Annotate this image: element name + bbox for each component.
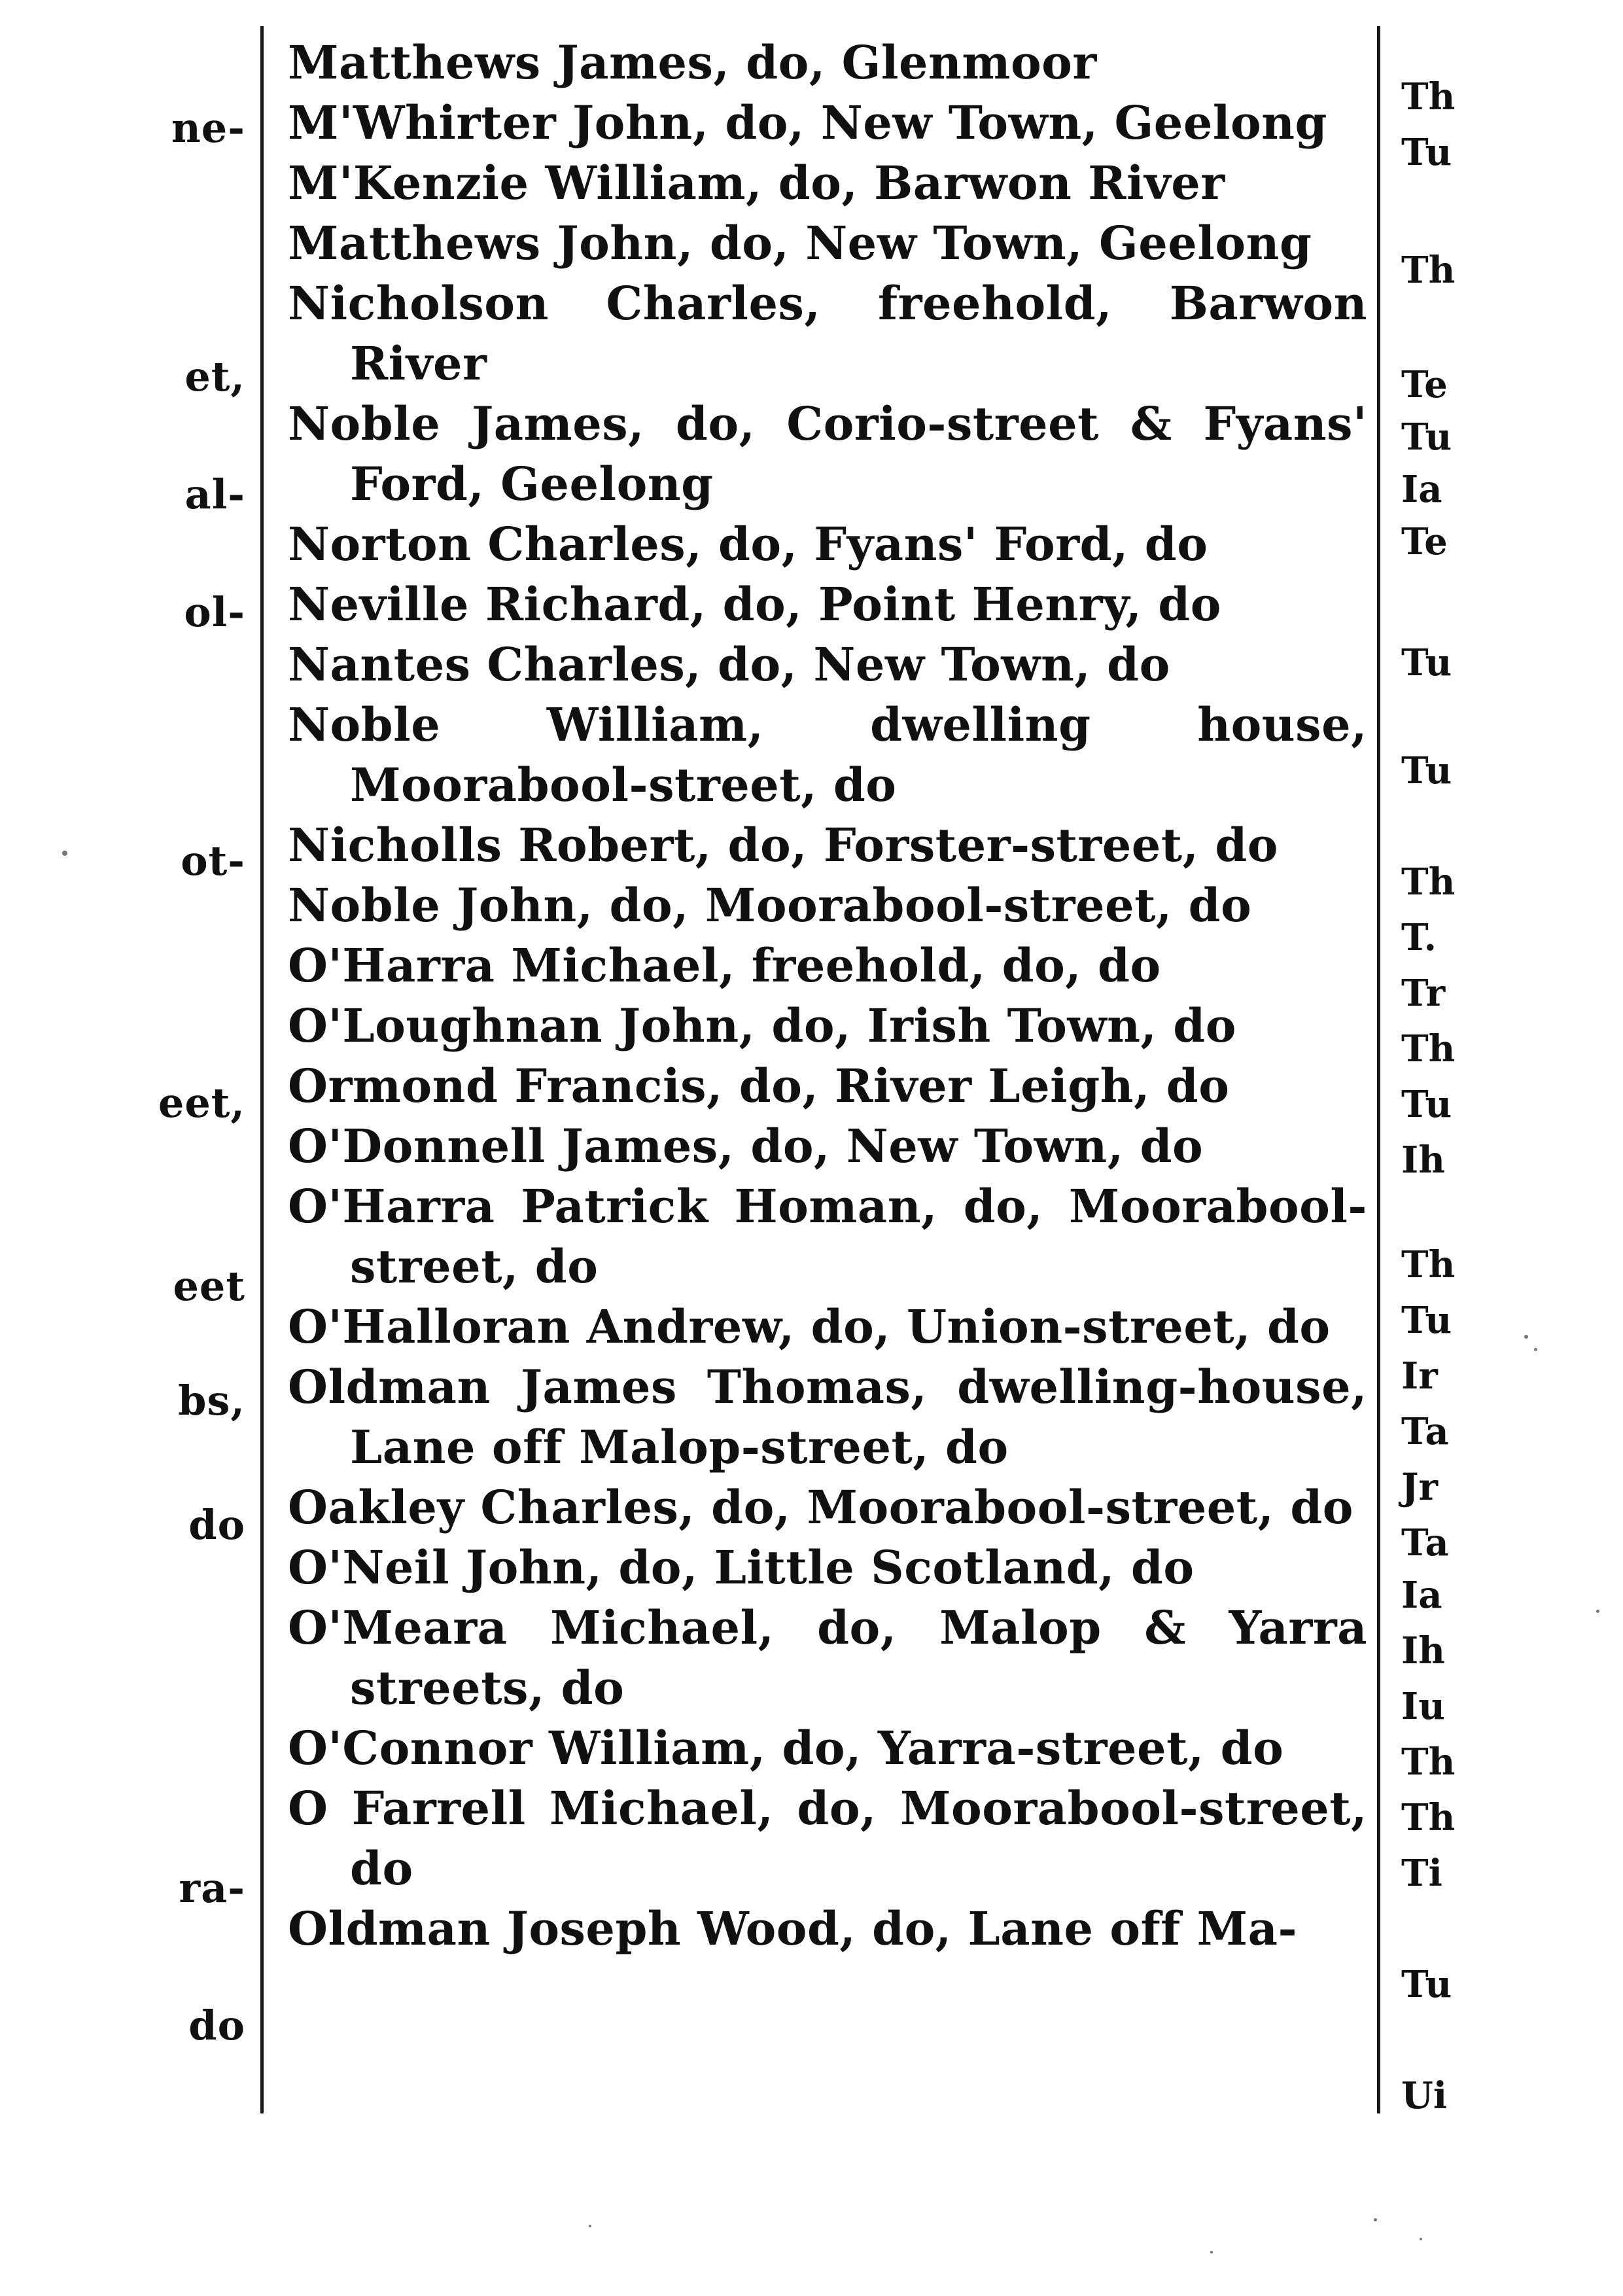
list-item: Noble James, do, Corio-street & Fyans' Ford, Geelong (288, 397, 1367, 511)
list-item: O'Meara Michael, do, Malop & Yarra streets, do (288, 1600, 1367, 1715)
left-column-rule (260, 26, 264, 2113)
right-fragment: Tu (1401, 641, 1452, 684)
left-fragment: et, (184, 353, 245, 400)
right-fragment: Ia (1401, 1574, 1442, 1617)
right-fragment: Th (1401, 1740, 1456, 1784)
list-item: O'Donnell James, do, New Town, do (288, 1119, 1204, 1173)
list-item: Nantes Charles, do, New Town, do (288, 637, 1170, 692)
left-fragment: ne- (171, 104, 245, 152)
list-item: M'Whirter John, do, New Town, Geelong (288, 96, 1327, 150)
right-fragment: Tu (1401, 1083, 1452, 1126)
list-item: O'Connor William, do, Yarra-street, do (288, 1721, 1284, 1775)
right-fragment: Tu (1401, 131, 1452, 174)
right-fragment: Th (1401, 860, 1456, 904)
left-column-fragments (0, 0, 258, 2159)
right-fragment: Ih (1401, 1139, 1445, 1182)
scan-speck (62, 851, 67, 856)
list-item: Ormond Francis, do, River Leigh, do (288, 1059, 1230, 1113)
right-fragment: Te (1401, 363, 1448, 406)
list-item: Matthews John, do, New Town, Geelong (288, 216, 1312, 270)
scan-speck (1596, 1610, 1599, 1613)
left-fragment: bs, (178, 1377, 245, 1424)
right-column-rule (1377, 26, 1380, 2113)
list-item: O'Harra Patrick Homan, do, Moorabool-street, do (288, 1179, 1367, 1294)
right-fragment: Ir (1401, 1354, 1438, 1398)
list-item: O'Harra Michael, freehold, do, do (288, 938, 1161, 993)
right-fragment: Th (1401, 249, 1456, 292)
right-fragment: Iu (1401, 1685, 1445, 1728)
left-fragment: eet (173, 1262, 245, 1310)
right-column-fragments (1393, 0, 1465, 2159)
right-fragment: Tu (1401, 415, 1452, 459)
list-item: Norton Charles, do, Fyans' Ford, do (288, 517, 1208, 571)
list-item: O'Loughnan John, do, Irish Town, do (288, 998, 1236, 1053)
right-fragment: Th (1401, 75, 1456, 118)
right-fragment: Th (1401, 1027, 1456, 1070)
right-fragment: Tu (1401, 749, 1452, 792)
scan-speck (1524, 1335, 1528, 1339)
left-fragment: do (188, 1501, 245, 1549)
right-fragment: Ih (1401, 1629, 1445, 1672)
right-fragment: T. (1401, 916, 1437, 959)
right-fragment: Ta (1401, 1410, 1449, 1453)
list-item: Noble John, do, Moorabool-street, do (288, 878, 1252, 932)
scan-speck (1210, 2251, 1213, 2253)
scan-speck (1420, 2238, 1422, 2240)
left-fragment: eet, (158, 1079, 245, 1127)
list-item: Noble William, dwelling house, Moorabool-street, do (288, 698, 1367, 812)
list-item: Oldman James Thomas, dwelling-house, Lane off Malop-street, do (288, 1360, 1367, 1474)
list-item: Oakley Charles, do, Moorabool-street, do (288, 1480, 1353, 1534)
right-fragment: Tr (1401, 972, 1446, 1015)
list-item: M'Kenzie William, do, Barwon River (288, 156, 1225, 210)
scan-speck (1534, 1348, 1537, 1351)
list-item: Nicholson Charles, freehold, Barwon River (288, 276, 1367, 391)
right-fragment: Tu (1401, 1299, 1452, 1342)
left-fragment: ol- (184, 588, 245, 636)
list-item: Oldman Joseph Wood, do, Lane off Ma- (288, 1901, 1298, 1956)
right-fragment: Th (1401, 1243, 1456, 1286)
right-fragment: Ui (1401, 2074, 1448, 2117)
right-fragment: Tu (1401, 1963, 1452, 2006)
scan-speck (1374, 2218, 1377, 2221)
list-item: O Farrell Michael, do, Moorabool-street, do (288, 1781, 1367, 1896)
right-fragment: Ti (1401, 1852, 1442, 1895)
list-item: Neville Richard, do, Point Henry, do (288, 577, 1221, 631)
list-item: Nicholls Robert, do, Forster-street, do (288, 818, 1278, 872)
list-item: O'Neil John, do, Little Scotland, do (288, 1540, 1195, 1595)
list-item: O'Halloran Andrew, do, Union-street, do (288, 1299, 1331, 1354)
list-item: Matthews James, do, Glenmoor (288, 35, 1097, 90)
right-fragment: Ia (1401, 468, 1442, 511)
right-fragment: Jr (1401, 1466, 1438, 1509)
scan-speck (589, 2225, 591, 2227)
left-fragment: al- (184, 470, 245, 518)
entries-column (288, 33, 1367, 2113)
left-fragment: ra- (179, 1864, 245, 1912)
right-fragment: Te (1401, 520, 1448, 563)
right-fragment: Ta (1401, 1521, 1449, 1564)
left-fragment: ot- (181, 837, 245, 885)
left-fragment: do (188, 2002, 245, 2049)
right-fragment: Th (1401, 1796, 1456, 1839)
